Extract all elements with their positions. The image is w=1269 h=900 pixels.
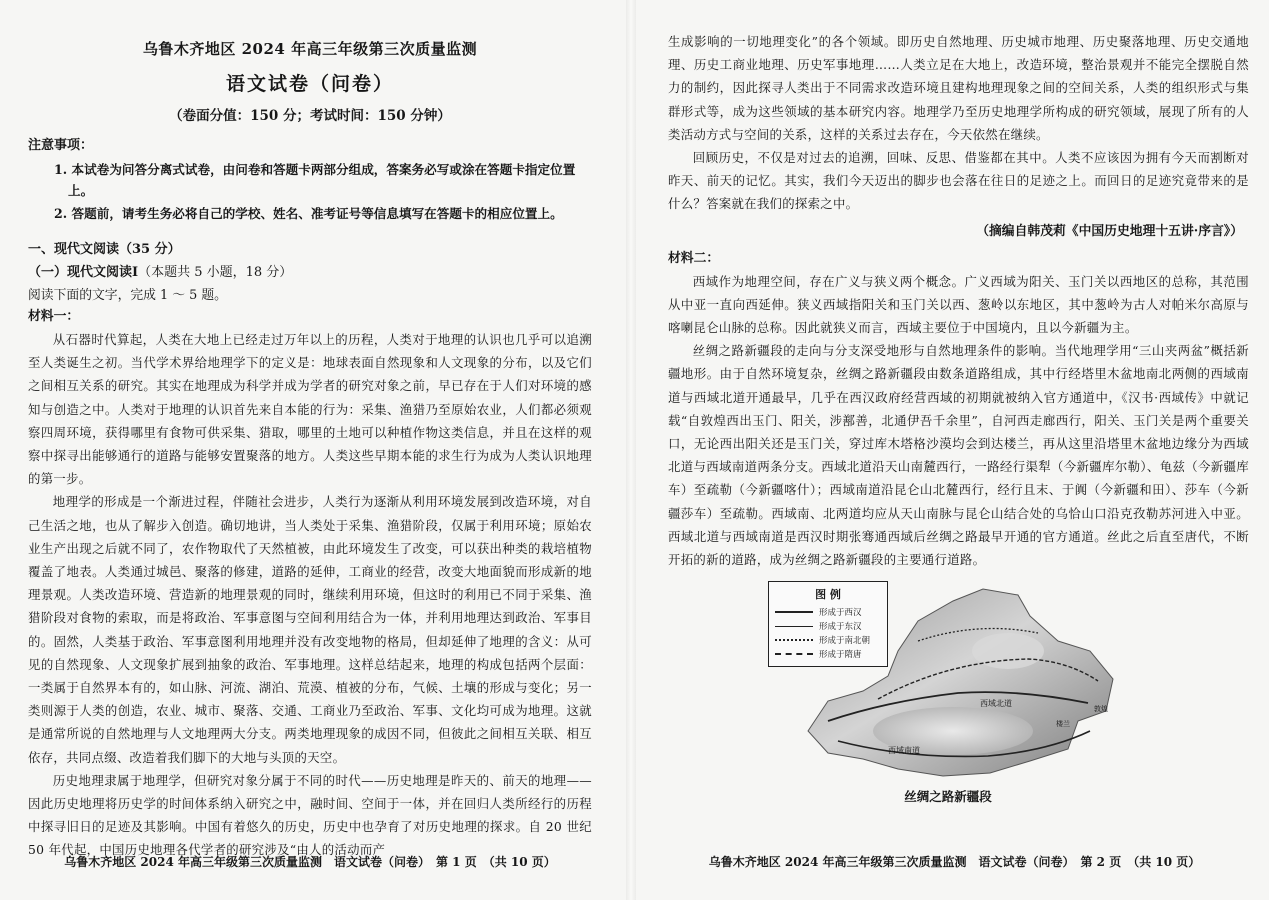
exam-title: 语文试卷（问卷）: [225, 73, 394, 95]
page-footer: 乌鲁木齐地区 2024 年高三年级第三次质量监测 语文试卷（问卷） 第 2 页 （共 10 页）: [708, 855, 1201, 869]
paragraph: 从石器时代算起，人类在大地上已经走过万年以上的历程，人类对于地理的认识也几乎可以追溯至人类诞生之初。当代学术界给地理学下的定义是：地球表面自然现象和人文现象的分布，以及它们之间相互关系的研究。其实在地理成为科学并成为学者的研究对象之前，早已存在于人们对环境的感知与创造之中。人类对于地理的认识首先来自本能的行为：采集、渔猎乃至原始农业，人们都必须观察四周环境，获得哪里有食物可供采集、猎取，哪里的土地可以种植作物这类信息，并且在这样的观察中探寻出能够通行的道路与能够安置聚落的地方。人类这些早期本能的求生行为成为人类认识地理的第一步。: [28, 332, 592, 487]
exam-header-line: 乌鲁木齐地区 2024 年高三年级第三次质量监测: [142, 40, 478, 58]
legend-label: 形成于隋唐: [819, 650, 862, 661]
source-citation: （摘编自韩茂莉《中国历史地理十五讲·序言》）: [976, 223, 1243, 239]
legend-item: [775, 647, 881, 661]
map-caption: 丝绸之路新疆段: [904, 789, 992, 805]
material-label: 材料二：: [668, 250, 720, 266]
map-label-loulan: 楼兰: [1056, 720, 1070, 729]
material-label: 材料一：: [28, 309, 80, 324]
legend-swatch-solid: [775, 611, 813, 613]
page-1: [0, 0, 620, 900]
section-title: 一、现代文阅读（35 分）: [28, 242, 181, 257]
paragraph: 生成影响的一切地理变化”的各个领域。即历史自然地理、历史城市地理、历史聚落地理、历史交通地理、历史工商业地理、历史军事地理……人类立足在大地上，改造环境，整治景观并不能完全摆脱自然力的制约，因此探寻人类出于不同需求改造环境且建构地理现象之间的空间关系，人类的组织形式与集群形式等，成为这些领域的基本研究内容。地理学乃至历史地理学所构成的研究领域，展现了所有的人类活动方式与空间的关系，这样的关系过去存在，今天依然在继续。: [668, 34, 1249, 142]
score-info: （卷面分值：150 分；考试时间：150 分钟）: [169, 108, 451, 124]
note-item: 1. 本试卷为问答分离式试卷，由问卷和答题卡两部分组成，答案务必写或涂在答题卡指定位置上。: [54, 162, 576, 198]
legend-swatch-thin: [775, 626, 813, 627]
paragraph: 地理学的形成是一个渐进过程，伴随社会进步，人类行为逐渐从利用环境发展到改造环境，对自己生活之地，也从了解步入创造。确切地讲，当人类处于采集、渔猎阶段，仅属于利用环境；原始农业生产出现之后就不同了，农作物取代了天然植被，由此环境发生了改变，可以获出种类的栽培植物覆盖了地表。人类通过城邑、聚落的修建，道路的延伸，工商业的经营，改变大地面貌而形成新的地理景观。人类改造环境、营造新的地理景观的同时，继续利用环境，但这时的利用已不同于采集、渔猎阶段对食物的索取，而是将政治、军事意图与空间利用结合为一体，并利用地理达到政治、军事目的。固然，人类基于政治、军事意图利用地理并没有改变地物的格局，但却延伸了地理的含义：从可见的自然现象、人文现象扩展到抽象的政治、军事地理。这样总结起来，地理的构成包括两个层面：一类属于自然界本有的，如山脉、河流、湖泊、荒漠、植被的分布，气候、土壤的形成与变化；另一类则源于人类的创造，农业、城市、聚落、交通、工商业乃至政治、军事、文化均可成为地理。这就是通常所说的自然地理与人文地理两大分支。两类地理现象的成因不同，但彼此之间相互关联、相互依存，共同点缀、改造着我们脚下的大地与头顶的天空。: [28, 494, 592, 765]
legend-item: [775, 605, 881, 619]
legend-label: 形成于东汉: [819, 622, 862, 633]
notes-heading: 注意事项：: [28, 138, 94, 153]
map-label-south: 西域南道: [888, 746, 920, 756]
legend-title: 图 例: [815, 588, 841, 602]
instruction: 阅读下面的文字，完成 1 ～ 5 题。: [28, 288, 227, 303]
note-item: 2. 答题前，请考生务必将自己的学校、姓名、准考证号等信息填写在答题卡的相应位置上。: [54, 206, 563, 221]
subsection-bold: （一）现代文阅读Ⅰ: [28, 265, 139, 280]
paragraph: 历史地理隶属于地理学，但研究对象分属于不同的时代——历史地理是昨天的、前天的地理——因此历史地理将历史学的时间体系纳入研究之中，融时间、空间于一体，并在回归人类所经行的历程中探寻旧日的足迹及其影响。中国有着悠久的历史，历史中也孕育了对历史地理的探求。自 20 世纪 50 年代起，中国历史地理各代学者的研究涉及“由人的活动而产: [28, 772, 592, 858]
map-label-north: 西域北道: [980, 699, 1012, 709]
map-label-dunhuang: 敦煌: [1094, 705, 1108, 714]
silk-road-map: [768, 581, 1128, 781]
map-legend: [768, 581, 888, 667]
legend-swatch-dotted: [775, 639, 813, 641]
legend-label: 形成于西汉: [819, 608, 862, 619]
page-2: [640, 0, 1269, 900]
page-footer: 乌鲁木齐地区 2024 年高三年级第三次质量监测 语文试卷（问卷） 第 1 页 （共 10 页）: [64, 855, 556, 869]
legend-swatch-dashed: [775, 653, 813, 655]
subsection-rest: （本题共 5 小题，18 分）: [138, 265, 293, 280]
paragraph: 丝绸之路新疆段的走向与分支深受地形与自然地理条件的影响。当代地理学用“三山夹两盆”概括新疆地形。由于自然环境复杂，丝绸之路新疆段由数条道路组成，其中行经塔里木盆地南北两侧的西域南道与西域北道开通最早，几乎在西汉政府经营西域的初期就被纳入官方通道中，《汉书·西域传》中就记载“自敦煌西出玉门、阳关，涉鄯善，北通伊吾千余里”，自河西走廊西行，阳关、玉门关是两个重要关口，无论西出阳关还是玉门关，穿过库木塔格沙漠均会到达楼兰，再从这里沿塔里木盆地边缘分为西域北道与西域南道两条分支。西域北道沿天山南麓西行，一路经行渠犁（今新疆库尔勒）、龟兹（今新疆库车）至疏勒（今新疆喀什）；西域南道沿昆仑山北麓西行，经行且末、于阗（今新疆和田）、莎车（今新疆莎车）至疏勒。西域南、北两道均应从天山南脉与昆仑山结合处的乌恰山口沿克孜勒苏河进入中亚。西域北道与西域南道是西汉时期张骞通西域后丝绸之路最早开通的官方通道。丝此之后直至唐代，不断开拓的新的道路，成为丝绸之路新疆段的主要通行道路。: [668, 343, 1249, 568]
page-gutter: [626, 0, 636, 900]
legend-label: 形成于南北朝: [819, 636, 871, 647]
paragraph: 回顾历史，不仅是对过去的追溯，回味、反思、借鉴都在其中。人类不应该因为拥有今天而割断对昨天、前天的记忆。其实，我们今天迈出的脚步也会落在往日的足迹之上。而回日的足迹究竟带来的是什么？答案就在我们的探索之中。: [668, 150, 1249, 212]
legend-item: [775, 619, 881, 633]
legend-item: [775, 633, 881, 647]
paragraph: 西域作为地理空间，存在广义与狭义两个概念。广义西域为阳关、玉门关以西地区的总称，其范围从中亚一直向西延伸。狭义西域指阳关和玉门关以西、葱岭以东地区，其中葱岭为古人对帕米尔高原与喀喇昆仑山脉的总称。因此就狭义而言，西域主要位于中国境内，且以今新疆为主。: [668, 273, 1249, 336]
subsection-title: [28, 261, 592, 280]
